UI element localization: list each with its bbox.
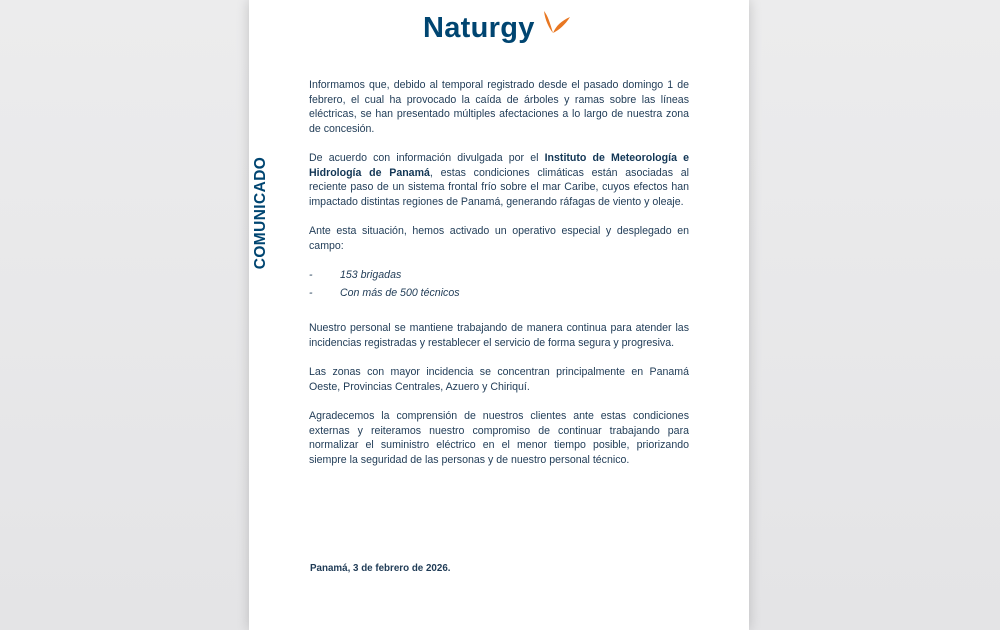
list-item	[309, 268, 689, 283]
resources-list	[309, 268, 689, 300]
logo-wordmark: Naturgy	[423, 12, 535, 44]
paragraph-2	[309, 151, 689, 209]
paragraph-3: Ante esta situación, hemos activado un operativo especial y desplegado en campo:	[309, 225, 689, 252]
list-item	[309, 286, 689, 301]
naturgy-logo	[423, 8, 578, 48]
comunicado-vertical-label	[249, 148, 273, 278]
document-page	[249, 0, 749, 630]
paragraph-4: Nuestro personal se mantiene trabajando de manera continua para atender las incidencias registradas y restablecer el servicio de forma segura y progresiva.	[309, 322, 689, 349]
document-date: Panamá, 3 de febrero de 2026.	[310, 563, 451, 574]
paragraph-2-end: , estas condiciones climáticas están asociadas al reciente paso de un sistema frontal frío sobre el mar Caribe, cuyos efectos han impactado distintas regiones de Panamá, generando ráfagas de viento y oleaje.	[309, 166, 689, 208]
institute-name: Instituto de Meteorología e Hidrología de Panamá	[309, 152, 689, 179]
paragraph-6: Agradecemos la comprensión de nuestros clientes ante estas condiciones externas y reiteramos nuestro compromiso de continuar trabajando para normalizar el suministro eléctrico en el menor tiempo posible, priorizando siempre la seguridad de las personas y de nuestro personal técnico.	[309, 410, 689, 466]
paragraph-2-start: De acuerdo con información divulgada por el	[309, 152, 545, 164]
list-dash: -	[309, 269, 313, 281]
list-item-text: 153 brigadas	[340, 269, 402, 281]
document-body	[309, 78, 689, 482]
side-label-text: COMUNICADO	[252, 156, 269, 270]
paragraph-5: Las zonas con mayor incidencia se concentran principalmente en Panamá Oeste, Provincias Centrales, Azuero y Chiriquí.	[309, 366, 689, 393]
paragraph-1: Informamos que, debido al temporal registrado desde el pasado domingo 1 de febrero, el cual ha provocado la caída de árboles y ramas sobre las líneas eléctricas, se han presentado múltiples afectaciones a lo largo de nuestra zona de concesión.	[309, 79, 689, 135]
list-dash: -	[309, 286, 313, 299]
butterfly-icon	[541, 8, 573, 40]
list-item-text: Con más de 500 técnicos	[340, 286, 460, 299]
